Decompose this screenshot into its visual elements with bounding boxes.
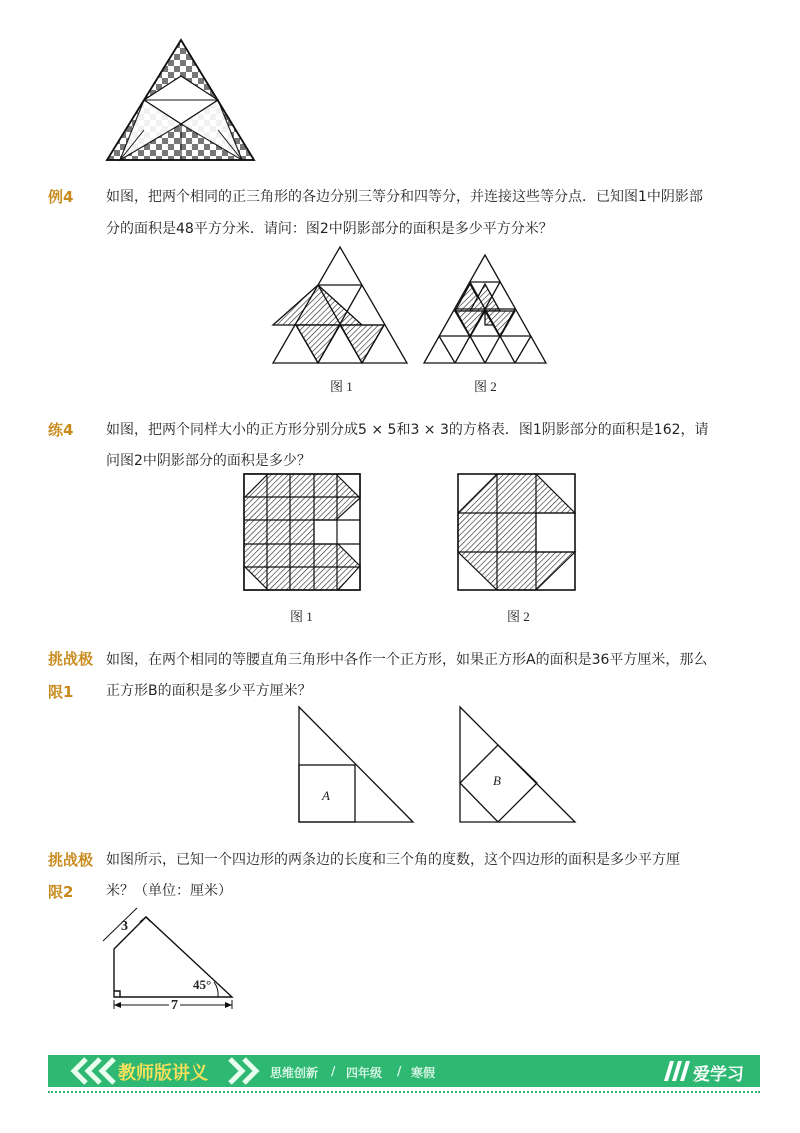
side-length-3: 3	[121, 919, 128, 934]
challenge-1-figures	[0, 705, 800, 825]
footer-separator-1: /	[331, 1064, 336, 1078]
footer-separator-2: /	[397, 1064, 402, 1078]
example-4-caption-2: 图 2	[474, 379, 497, 394]
footer-chevrons-left	[66, 1055, 126, 1087]
practice-4-caption-1: 图 1	[290, 609, 313, 624]
brand-name: 爱学习	[693, 1065, 744, 1085]
challenge-1-text-line2: 正方形B的面积是多少平方厘米？	[106, 683, 312, 699]
challenge-2-text-line1: 如图所示，已知一个四边形的两条边的长度和三个角的度数，这个四边形的面积是多少平方厘	[106, 852, 680, 868]
footer-subject: 思维创新	[270, 1066, 319, 1080]
practice-4-figure-1	[244, 474, 360, 590]
example-4-figures	[0, 245, 800, 385]
footer-term: 寒假	[411, 1066, 436, 1080]
footer-title: 教师版讲义	[118, 1063, 208, 1084]
example-4-label: 例4	[48, 188, 74, 206]
challenge-2-text-line2: 米？（单位：厘米）	[106, 883, 232, 899]
footer-grade: 四年级	[346, 1066, 383, 1080]
side-length-7: 7	[171, 998, 178, 1013]
footer-dotted-line	[48, 1091, 760, 1093]
challenge-2-label-2: 限2	[48, 883, 74, 901]
example-4-text-line2: 分的面积是48平方分米．请问：图2中阴影部分的面积是多少平方分米？	[106, 221, 553, 237]
challenge-2-label: 挑战极	[48, 851, 94, 869]
square-b-label: B	[493, 773, 501, 788]
challenge-1-label: 挑战极	[48, 650, 94, 668]
challenge-2-quadrilateral-figure	[0, 905, 800, 1015]
practice-4-caption-2: 图 2	[507, 609, 530, 624]
practice-4-figure-2	[458, 474, 575, 590]
example-4-figure-1	[273, 247, 407, 363]
challenge-1-figure-b	[460, 707, 575, 822]
challenge-1-text-line1: 如图，在两个相同的等腰直角三角形中各作一个正方形，如果正方形A的面积是36平方厘米，那么	[106, 652, 708, 668]
practice-4-figures	[0, 474, 800, 604]
challenge-1-label-2: 限1	[48, 683, 74, 701]
square-a-label: A	[322, 788, 330, 803]
practice-4-label: 练4	[48, 421, 74, 439]
practice-4-text-line1: 如图，把两个同样大小的正方形分别分成5 × 5和3 × 3的方格表．图1阴影部分的面积是162，请	[106, 422, 709, 438]
challenge-1-figure-a	[299, 707, 413, 822]
example-4-text-line1: 如图，把两个相同的正三角形的各边分别三等分和四等分，并连接这些等分点．已知图1中阴影部	[106, 189, 703, 205]
example-4-caption-1: 图 1	[330, 379, 353, 394]
brand-logo-icon	[662, 1059, 692, 1083]
top-checkered-triangle-figure	[0, 0, 800, 170]
practice-4-text-line2: 问图2中阴影部分的面积是多少？	[106, 453, 311, 469]
angle-45-label: 45°	[193, 977, 212, 992]
footer-chevrons-right	[222, 1055, 262, 1087]
example-4-figure-2	[424, 255, 546, 363]
